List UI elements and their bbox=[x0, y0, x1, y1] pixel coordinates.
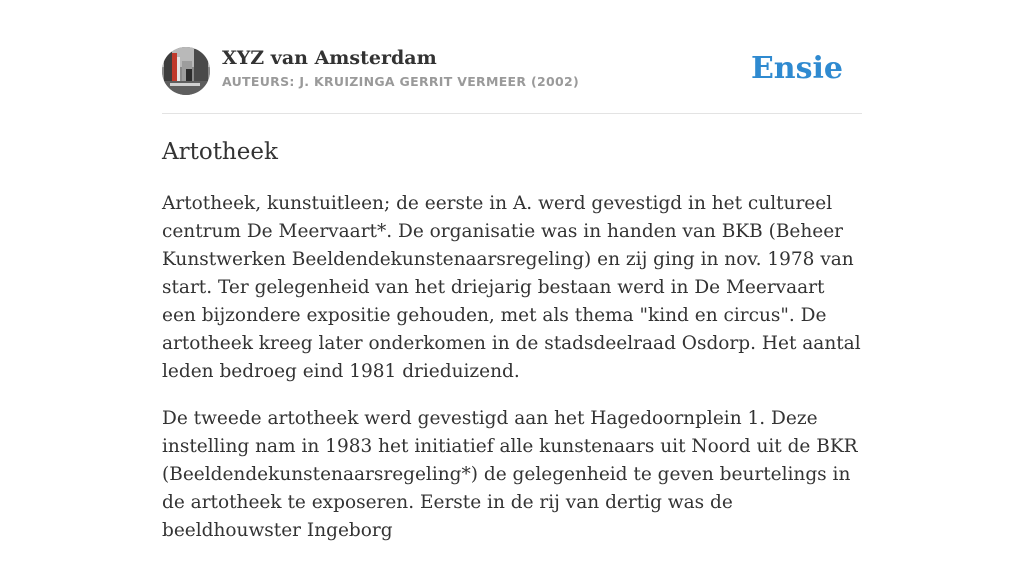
page bbox=[162, 0, 862, 541]
book-cover-avatar[interactable] bbox=[162, 47, 210, 95]
article-paragraph: Artotheek, kunstuitleen; de eerste in A. werd gevestigd in het cultureel centrum De Meervaart*. De organisatie was in handen van BKB (Beheer Kunstwerken Beeldendekunstenaarsregeling) en zij ging in nov. 1978 van start. Ter gelegenheid van het driejarig bestaan werd in De Meervaart een bijzondere expositie gehouden, met als thema "kind en circus". De artotheek kreeg later onderkomen in de stadsdeelraad Osdorp. Het aantal leden bedroeg eind 1981 drieduizend. bbox=[162, 193, 861, 382]
article-paragraph: De tweede artotheek werd gevestigd aan het Hagedoornplein 1. Deze instelling nam in 1983 het initiatief alle kunstenaars uit Noord uit de BKR (Beeldendekunstenaarsregeling*) de gelegenheid te geven beurtelings in de artotheek te exposeren. Eerste in de rij van dertig was de beeldhouwster Ingeborg bbox=[162, 408, 858, 541]
book-authors: AUTEURS: J. KRUIZINGA GERRIT VERMEER (2002) bbox=[222, 74, 579, 89]
ensie-logo[interactable]: Ensie bbox=[750, 51, 843, 86]
book-title[interactable]: XYZ van Amsterdam bbox=[222, 47, 437, 69]
article-title: Artotheek bbox=[162, 139, 278, 165]
street-photo-icon bbox=[162, 47, 210, 95]
book-header bbox=[162, 0, 862, 114]
article-body bbox=[162, 190, 862, 564]
